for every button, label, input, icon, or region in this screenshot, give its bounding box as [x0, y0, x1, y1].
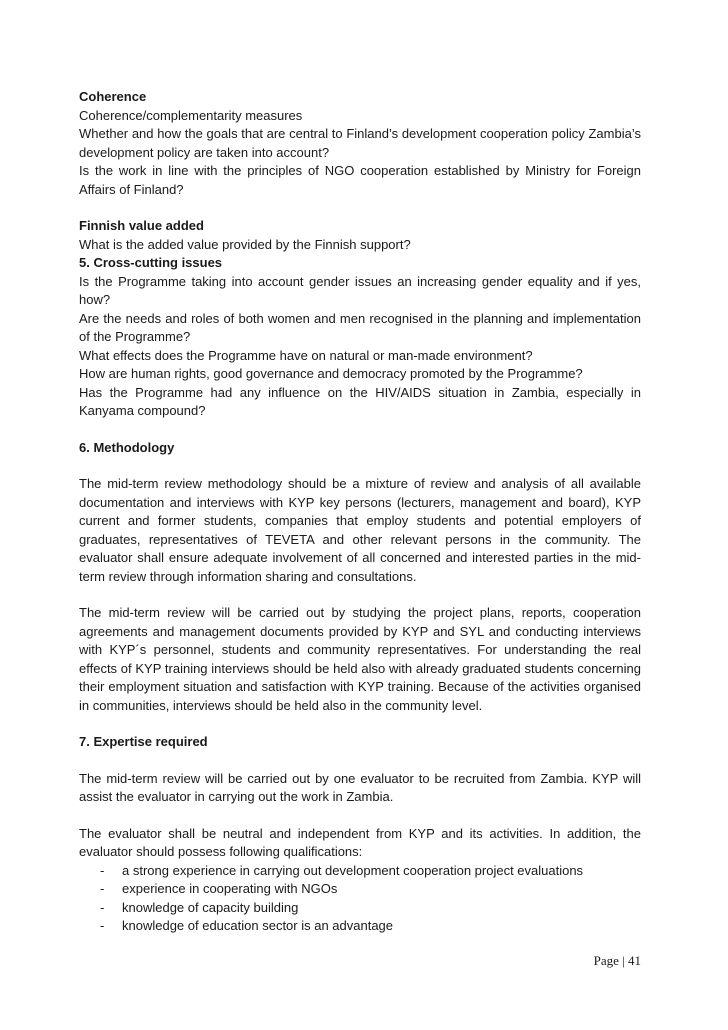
cross-cutting-heading: 5. Cross-cutting issues: [79, 255, 223, 270]
bullet-dash: -: [100, 918, 105, 933]
coherence-subheading: Coherence/complementarity measures: [79, 107, 303, 123]
methodology-heading: 6. Methodology: [79, 439, 175, 455]
qualification-text: knowledge of capacity building: [122, 899, 299, 915]
page-number: Page | 41: [593, 953, 641, 968]
coherence-question: Is the work in line with the principles of NGO cooperation established by Ministry for Foreign Affairs of Finland?: [79, 163, 641, 197]
bullet-dash: -: [100, 881, 105, 896]
finnish-value-section: [79, 217, 641, 254]
finnish-value-heading: Finnish value added: [79, 218, 204, 233]
coherence-section: [79, 88, 641, 199]
expertise-section: [79, 733, 641, 936]
qualification-text: experience in cooperating with NGOs: [122, 881, 338, 896]
methodology-paragraph: The mid-term review methodology should be a mixture of review and analysis of all available documentation and interviews with KYP key persons (lecturers, management and board), KYP current and former students, companies that employ students and potential employers of graduates, representatives of TEVETA and other relevant persons in the community. The evaluator shall ensure adequate involvement of all concerned and interested parties in the mid-term review through information sharing and consultations.: [79, 476, 641, 584]
list-item: [100, 899, 641, 918]
cross-cutting-question: How are human rights, good governance and democracy promoted by the Programme?: [79, 366, 583, 381]
qualification-text: a strong experience in carrying out development cooperation project evaluations: [122, 862, 584, 878]
qualification-text: knowledge of education sector is an advantage: [122, 918, 394, 933]
expertise-paragraph: The mid-term review will be carried out by one evaluator to be recruited from Zambia. KYP will assist the evaluator in carrying out the work in Zambia.: [79, 770, 641, 804]
cross-cutting-question: What effects does the Programme have on natural or man-made environment?: [79, 347, 533, 363]
bullet-dash: -: [100, 899, 105, 915]
qualifications-list: [79, 862, 641, 936]
methodology-section: [79, 439, 641, 716]
cross-cutting-section: [79, 254, 641, 421]
finnish-value-question: What is the added value provided by the Finnish support?: [79, 236, 411, 252]
expertise-paragraph: The evaluator shall be neutral and independent from KYP and its activities. In addition, the evaluator should possess following qualifications:: [79, 825, 641, 859]
coherence-question: Whether and how the goals that are central to Finland’s development cooperation policy Zambia’s development policy are taken into account?: [79, 126, 641, 160]
coherence-heading: Coherence: [79, 89, 147, 104]
expertise-heading: 7. Expertise required: [79, 734, 208, 749]
cross-cutting-question: Is the Programme taking into account gender issues an increasing gender equality and if yes, how?: [79, 273, 641, 307]
list-item: [100, 917, 641, 936]
list-item: [100, 880, 641, 899]
list-item: [100, 862, 641, 881]
cross-cutting-question: Has the Programme had any influence on the HIV/AIDS situation in Zambia, especially in Kanyama compound?: [79, 384, 641, 418]
cross-cutting-question: Are the needs and roles of both women and men recognised in the planning and implementation of the Programme?: [79, 310, 641, 344]
bullet-dash: -: [100, 862, 105, 878]
methodology-paragraph: The mid-term review will be carried out by studying the project plans, reports, cooperation agreements and management documents provided by KYP and SYL and conducting interviews with KYP´s personnel, students and community representatives. For understanding the real effects of KYP training interviews should be held also with already graduated students concerning their employment situation and satisfaction with KYP training. Because of the activities organised in communities, interviews should be held also in the community level.: [79, 605, 641, 713]
